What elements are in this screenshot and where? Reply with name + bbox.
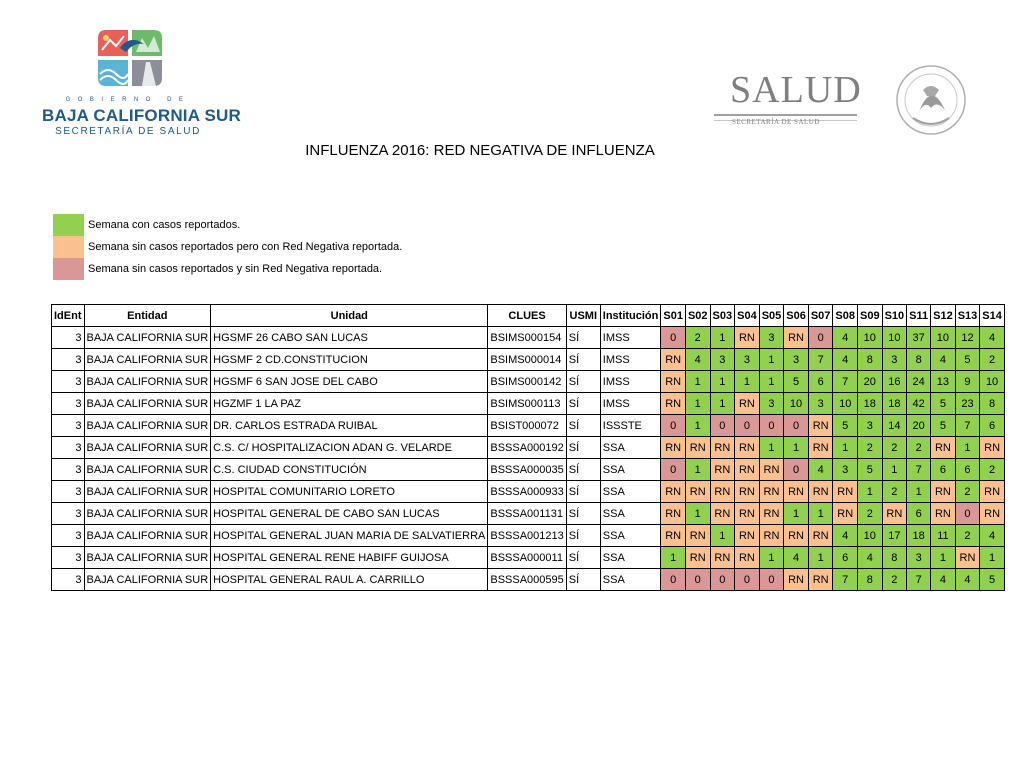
cell-week: RN [980, 503, 1005, 525]
cell-usmi: SÍ [566, 481, 600, 503]
cell-week: 5 [980, 569, 1005, 591]
column-header: S11 [907, 305, 931, 327]
cell-week: 4 [685, 349, 710, 371]
logo-secretaria-text: SECRETARÍA DE SALUD [55, 126, 201, 137]
cell-entidad: BAJA CALIFORNIA SUR [84, 481, 211, 503]
cell-week: RN [955, 547, 980, 569]
legend-swatch-orange [53, 236, 84, 258]
cell-week: 3 [759, 393, 784, 415]
cell-week: RN [759, 503, 784, 525]
cell-week: 7 [907, 569, 931, 591]
cell-unidad: HGSMF 26 CABO SAN LUCAS [211, 327, 488, 349]
cell-week: 18 [882, 393, 907, 415]
cell-week: RN [759, 459, 784, 481]
cell-clues: BSSSA000933 [488, 481, 566, 503]
cell-week: 0 [784, 415, 809, 437]
cell-unidad: HOSPITAL COMUNITARIO LORETO [211, 481, 488, 503]
column-header: Entidad [84, 305, 211, 327]
cell-week: RN [735, 459, 760, 481]
cell-week: RN [661, 349, 686, 371]
cell-week: 4 [980, 525, 1005, 547]
cell-week: 5 [833, 415, 858, 437]
cell-week: 6 [808, 371, 833, 393]
cell-week: 0 [955, 503, 980, 525]
cell-week: RN [833, 481, 858, 503]
cell-unidad: HOSPITAL GENERAL JUAN MARIA DE SALVATIERRA [211, 525, 488, 547]
cell-clues: BSSSA000595 [488, 569, 566, 591]
cell-clues: BSIST000072 [488, 415, 566, 437]
cell-week: 3 [833, 459, 858, 481]
cell-ident: 3 [52, 371, 85, 393]
cell-week: 1 [980, 547, 1005, 569]
logo-state-name: BAJA CALIFORNIA SUR [42, 106, 241, 125]
cell-unidad: DR. CARLOS ESTRADA RUIBAL [211, 415, 488, 437]
cell-week: 0 [685, 569, 710, 591]
cell-usmi: SÍ [566, 437, 600, 459]
cell-week: 0 [784, 459, 809, 481]
legend [53, 214, 402, 280]
cell-week: RN [710, 481, 735, 503]
cell-week: RN [685, 481, 710, 503]
cell-entidad: BAJA CALIFORNIA SUR [84, 415, 211, 437]
cell-week: 10 [931, 327, 956, 349]
cell-week: 0 [759, 569, 784, 591]
legend-item [53, 214, 402, 236]
table-row [52, 547, 1005, 569]
cell-week: 6 [955, 459, 980, 481]
cell-week: 7 [833, 569, 858, 591]
cell-unidad: C.S. C/ HOSPITALIZACION ADAN G. VELARDE [211, 437, 488, 459]
cell-institucion: SSA [600, 569, 661, 591]
cell-week: 1 [784, 437, 809, 459]
cell-week: RN [808, 525, 833, 547]
cell-week: 8 [858, 569, 883, 591]
cell-week: 5 [784, 371, 809, 393]
cell-week: RN [735, 525, 760, 547]
cell-entidad: BAJA CALIFORNIA SUR [84, 569, 211, 591]
cell-clues: BSSSA000192 [488, 437, 566, 459]
cell-entidad: BAJA CALIFORNIA SUR [84, 547, 211, 569]
cell-week: 10 [833, 393, 858, 415]
table-row [52, 569, 1005, 591]
cell-week: 10 [980, 371, 1005, 393]
cell-week: 0 [735, 415, 760, 437]
cell-week: 2 [955, 481, 980, 503]
cell-clues: BSSSA001213 [488, 525, 566, 547]
cell-week: 2 [955, 525, 980, 547]
cell-usmi: SÍ [566, 525, 600, 547]
legend-swatch-green [53, 214, 84, 236]
cell-usmi: SÍ [566, 393, 600, 415]
cell-week: RN [980, 437, 1005, 459]
cell-week: RN [735, 393, 760, 415]
cell-week: 10 [882, 327, 907, 349]
column-header: S04 [735, 305, 760, 327]
column-header: S03 [710, 305, 735, 327]
cell-week: RN [685, 525, 710, 547]
cell-institucion: ISSSTE [600, 415, 661, 437]
cell-usmi: SÍ [566, 459, 600, 481]
cell-week: 5 [955, 349, 980, 371]
column-header: S09 [858, 305, 883, 327]
cell-clues: BSSSA001131 [488, 503, 566, 525]
cell-week: 4 [955, 569, 980, 591]
column-header: S01 [661, 305, 686, 327]
cell-week: RN [808, 415, 833, 437]
cell-entidad: BAJA CALIFORNIA SUR [84, 327, 211, 349]
cell-week: 8 [907, 349, 931, 371]
table-row [52, 349, 1005, 371]
legend-item [53, 236, 402, 258]
cell-week: 0 [661, 569, 686, 591]
cell-unidad: HGZMF 1 LA PAZ [211, 393, 488, 415]
cell-week: 1 [685, 503, 710, 525]
cell-week: 4 [784, 547, 809, 569]
cell-week: 14 [882, 415, 907, 437]
cell-usmi: SÍ [566, 327, 600, 349]
cell-usmi: SÍ [566, 415, 600, 437]
cell-ident: 3 [52, 525, 85, 547]
cell-week: 7 [808, 349, 833, 371]
cell-week: RN [931, 437, 956, 459]
cell-week: 2 [882, 481, 907, 503]
cell-week: 1 [710, 327, 735, 349]
column-header: S02 [685, 305, 710, 327]
cell-week: 2 [882, 437, 907, 459]
cell-clues: BSSSA000035 [488, 459, 566, 481]
cell-week: RN [808, 481, 833, 503]
column-header: Institución [600, 305, 661, 327]
cell-institucion: IMSS [600, 393, 661, 415]
salud-divider [714, 114, 857, 116]
influenza-report-table [51, 304, 1005, 591]
cell-clues: BSIMS000142 [488, 371, 566, 393]
cell-week: RN [710, 459, 735, 481]
cell-week: RN [661, 525, 686, 547]
cell-week: RN [980, 481, 1005, 503]
cell-week: 1 [685, 371, 710, 393]
cell-week: 2 [858, 437, 883, 459]
cell-usmi: SÍ [566, 371, 600, 393]
cell-week: RN [784, 327, 809, 349]
cell-week: 1 [685, 459, 710, 481]
salud-logo [708, 58, 970, 150]
cell-week: 1 [685, 415, 710, 437]
cell-entidad: BAJA CALIFORNIA SUR [84, 525, 211, 547]
cell-clues: BSSSA000011 [488, 547, 566, 569]
cell-week: 6 [931, 459, 956, 481]
legend-item [53, 258, 402, 280]
cell-institucion: SSA [600, 437, 661, 459]
cell-week: 20 [858, 371, 883, 393]
cell-week: 0 [759, 415, 784, 437]
cell-week: 5 [931, 415, 956, 437]
cell-week: 0 [710, 569, 735, 591]
cell-institucion: SSA [600, 503, 661, 525]
cell-week: 10 [858, 327, 883, 349]
legend-swatch-red [53, 258, 84, 280]
table-row [52, 481, 1005, 503]
cell-week: 1 [661, 547, 686, 569]
cell-week: RN [808, 569, 833, 591]
cell-week: 7 [833, 371, 858, 393]
cell-week: 1 [759, 437, 784, 459]
cell-week: RN [685, 437, 710, 459]
cell-institucion: IMSS [600, 327, 661, 349]
logo-gobierno-text: GOBIERNO DE [65, 97, 191, 103]
cell-usmi: SÍ [566, 547, 600, 569]
cell-institucion: SSA [600, 459, 661, 481]
cell-usmi: SÍ [566, 569, 600, 591]
cell-week: 3 [784, 349, 809, 371]
cell-week: RN [685, 547, 710, 569]
page-title [0, 142, 960, 159]
cell-entidad: BAJA CALIFORNIA SUR [84, 459, 211, 481]
cell-week: 3 [710, 349, 735, 371]
cell-week: RN [661, 393, 686, 415]
cell-week: 12 [955, 327, 980, 349]
cell-week: 2 [907, 437, 931, 459]
cell-week: 1 [858, 481, 883, 503]
cell-ident: 3 [52, 327, 85, 349]
cell-week: RN [661, 481, 686, 503]
cell-unidad: HOSPITAL GENERAL RAUL A. CARRILLO [211, 569, 488, 591]
cell-week: 5 [931, 393, 956, 415]
cell-week: 4 [833, 525, 858, 547]
column-header: S07 [808, 305, 833, 327]
cell-week: 1 [882, 459, 907, 481]
cell-week: RN [735, 437, 760, 459]
cell-week: 6 [833, 547, 858, 569]
cell-unidad: HGSMF 6 SAN JOSE DEL CABO [211, 371, 488, 393]
column-header: Unidad [211, 305, 488, 327]
cell-week: RN [882, 503, 907, 525]
cell-institucion: SSA [600, 547, 661, 569]
cell-week: 0 [710, 415, 735, 437]
legend-label: Semana sin casos reportados pero con Red Negativa reportada. [88, 241, 403, 253]
cell-week: 1 [759, 349, 784, 371]
cell-ident: 3 [52, 437, 85, 459]
page-title-text: INFLUENZA 2016: RED NEGATIVA DE INFLUENZA [305, 142, 655, 159]
cell-institucion: IMSS [600, 349, 661, 371]
table-body [52, 327, 1005, 591]
salud-wordmark [708, 58, 883, 148]
bcs-emblem-icon [94, 28, 166, 88]
column-header: S14 [980, 305, 1005, 327]
cell-week: 1 [808, 547, 833, 569]
cell-week: 3 [882, 349, 907, 371]
cell-week: 7 [907, 459, 931, 481]
cell-week: 3 [735, 349, 760, 371]
cell-unidad: HOSPITAL GENERAL RENE HABIFF GUIJOSA [211, 547, 488, 569]
cell-week: 24 [907, 371, 931, 393]
cell-unidad: HGSMF 2 CD.CONSTITUCION [211, 349, 488, 371]
cell-week: RN [931, 481, 956, 503]
cell-week: RN [710, 437, 735, 459]
column-header: S06 [784, 305, 809, 327]
cell-week: 1 [931, 547, 956, 569]
cell-week: 1 [735, 371, 760, 393]
cell-ident: 3 [52, 503, 85, 525]
cell-week: 2 [858, 503, 883, 525]
cell-week: 1 [955, 437, 980, 459]
cell-entidad: BAJA CALIFORNIA SUR [84, 503, 211, 525]
cell-ident: 3 [52, 481, 85, 503]
cell-institucion: SSA [600, 525, 661, 547]
cell-week: 8 [882, 547, 907, 569]
salud-text: SALUD [730, 69, 862, 111]
cell-week: 3 [759, 327, 784, 349]
table-row [52, 371, 1005, 393]
column-header: S10 [882, 305, 907, 327]
cell-week: 2 [685, 327, 710, 349]
cell-week: 3 [907, 547, 931, 569]
cell-ident: 3 [52, 349, 85, 371]
cell-week: RN [808, 437, 833, 459]
table-header-row [52, 305, 1005, 327]
cell-week: RN [833, 503, 858, 525]
cell-week: RN [735, 547, 760, 569]
column-header: S05 [759, 305, 784, 327]
table-row [52, 437, 1005, 459]
cell-week: 0 [661, 415, 686, 437]
cell-week: 10 [784, 393, 809, 415]
cell-week: 1 [833, 437, 858, 459]
cell-week: 17 [882, 525, 907, 547]
cell-week: RN [661, 503, 686, 525]
column-header: S13 [955, 305, 980, 327]
cell-week: 4 [833, 327, 858, 349]
cell-week: 1 [907, 481, 931, 503]
cell-week: RN [759, 525, 784, 547]
cell-unidad: C.S. CIUDAD CONSTITUCIÓN [211, 459, 488, 481]
cell-week: 4 [931, 569, 956, 591]
cell-ident: 3 [52, 459, 85, 481]
cell-ident: 3 [52, 415, 85, 437]
cell-week: 1 [710, 525, 735, 547]
cell-institucion: IMSS [600, 371, 661, 393]
cell-week: 10 [858, 525, 883, 547]
cell-week: 4 [980, 327, 1005, 349]
cell-week: RN [661, 371, 686, 393]
table-row [52, 393, 1005, 415]
cell-week: 23 [955, 393, 980, 415]
table-row [52, 459, 1005, 481]
cell-week: 9 [955, 371, 980, 393]
cell-entidad: BAJA CALIFORNIA SUR [84, 393, 211, 415]
salud-subtitle: SECRETARÍA DE SALUD [732, 118, 820, 126]
cell-week: 18 [858, 393, 883, 415]
cell-clues: BSIMS000014 [488, 349, 566, 371]
cell-week: 3 [808, 393, 833, 415]
cell-ident: 3 [52, 569, 85, 591]
cell-week: 1 [808, 503, 833, 525]
cell-week: 1 [710, 393, 735, 415]
cell-week: 1 [710, 371, 735, 393]
cell-week: 0 [808, 327, 833, 349]
cell-week: 42 [907, 393, 931, 415]
cell-institucion: SSA [600, 481, 661, 503]
cell-unidad: HOSPITAL GENERAL DE CABO SAN LUCAS [211, 503, 488, 525]
cell-clues: BSIMS000113 [488, 393, 566, 415]
table-row [52, 525, 1005, 547]
cell-week: RN [735, 481, 760, 503]
cell-week: 4 [931, 349, 956, 371]
cell-week: 4 [808, 459, 833, 481]
cell-week: 1 [784, 503, 809, 525]
cell-week: 37 [907, 327, 931, 349]
cell-week: RN [784, 481, 809, 503]
cell-entidad: BAJA CALIFORNIA SUR [84, 437, 211, 459]
cell-week: RN [931, 503, 956, 525]
table-row [52, 327, 1005, 349]
cell-week: 8 [980, 393, 1005, 415]
cell-week: 7 [955, 415, 980, 437]
table-row [52, 503, 1005, 525]
cell-week: 16 [882, 371, 907, 393]
cell-week: 4 [833, 349, 858, 371]
cell-week: RN [784, 569, 809, 591]
cell-entidad: BAJA CALIFORNIA SUR [84, 349, 211, 371]
mexico-seal-icon [893, 60, 969, 144]
cell-week: 5 [858, 459, 883, 481]
cell-week: 4 [858, 547, 883, 569]
column-header: S08 [833, 305, 858, 327]
cell-week: RN [661, 437, 686, 459]
cell-week: RN [710, 547, 735, 569]
cell-week: 20 [907, 415, 931, 437]
legend-label: Semana sin casos reportados y sin Red Negativa reportada. [88, 263, 383, 275]
cell-week: 3 [858, 415, 883, 437]
column-header: CLUES [488, 305, 566, 327]
cell-clues: BSIMS000154 [488, 327, 566, 349]
cell-week: 0 [661, 459, 686, 481]
cell-week: 6 [907, 503, 931, 525]
cell-week: RN [710, 503, 735, 525]
cell-usmi: SÍ [566, 503, 600, 525]
cell-usmi: SÍ [566, 349, 600, 371]
cell-week: 0 [735, 569, 760, 591]
cell-week: 1 [759, 547, 784, 569]
cell-week: 2 [980, 459, 1005, 481]
cell-week: 1 [759, 371, 784, 393]
cell-ident: 3 [52, 393, 85, 415]
column-header: IdEnt [52, 305, 85, 327]
cell-week: 13 [931, 371, 956, 393]
cell-week: RN [759, 481, 784, 503]
cell-week: 2 [980, 349, 1005, 371]
cell-week: 1 [685, 393, 710, 415]
cell-week: 18 [907, 525, 931, 547]
table-row [52, 415, 1005, 437]
cell-entidad: BAJA CALIFORNIA SUR [84, 371, 211, 393]
cell-ident: 3 [52, 547, 85, 569]
cell-week: 6 [980, 415, 1005, 437]
cell-week: 8 [858, 349, 883, 371]
gobierno-bcs-logo [42, 28, 241, 140]
cell-week: 0 [661, 327, 686, 349]
cell-week: 11 [931, 525, 956, 547]
cell-week: 2 [882, 569, 907, 591]
cell-week: RN [784, 525, 809, 547]
cell-week: RN [735, 503, 760, 525]
cell-week: RN [735, 327, 760, 349]
column-header: S12 [931, 305, 956, 327]
legend-label: Semana con casos reportados. [88, 219, 241, 231]
column-header: USMI [566, 305, 600, 327]
